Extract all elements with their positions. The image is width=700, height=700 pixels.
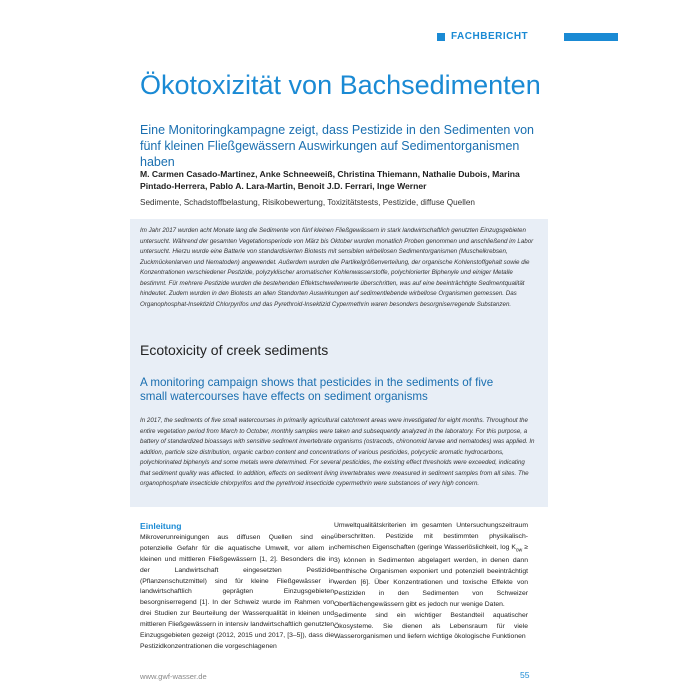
body-text-col2-b: ≥ 3) können in Sedimenten abgelagert werden, in denen dann benthische Organismen exponiert und potenziell beeinträchtigt werden [6]. Über Konzentrationen und toxische Effekte von Pestiziden in den Sedimenten von Schweizer Oberflächengewässern gibt es jedoch nur wenige Daten. [334, 543, 528, 608]
body-text-col2-p2: Sedimente sind ein wichtiger Bestandteil aquatischer Ökosysteme. Sie dienen als Lebensraum für viele Wasserorganismen und liefern wichtige ökologische Funktionen [334, 611, 528, 641]
section-marker-icon [437, 33, 445, 41]
article-subtitle: Eine Monitoringkampagne zeigt, dass Pestizide in den Sedimenten von fünf kleinen Fließgewässern Auswirkungen auf Sedimentorganismen haben [140, 123, 534, 169]
abstract-german: Im Jahr 2017 wurden acht Monate lang die Sedimente von fünf kleinen Fließgewässern in stark landwirtschaftlich genutzten Einzugsgebieten untersucht. Während der gesamten Vegetationsperiode von März bis Oktober wurden monatlich Proben genommen und anschließend im Labor untersucht. Hierzu wurde eine Batterie von standardisierten Biotests mit sensiblen wirbellosen Sedimentorganismen (Muschelkrebsen, Zuckmückenlarven und Nematoden) angewendet. Außerdem wurden die Partikelgrößenverteilung, der organische Kohlenstoffgehalt sowie die Konzentrationen verschiedener Pestizide, polyzyklischer aromatischer Kohlenwasserstoffe, polychlorierter Biphenyle und einiger Metalle bestimmt. Für mehrere Pestizide wurden die bestehenden Effektschwellenwerte überschritten, was auf eine beeinträchtigte Sedimentqualität hindeutet. Zudem wurden in den Biotests an allen Standorten Auswirkungen auf sedimentlebende wirbellose Organismen gemessen. Das Organophosphat-Insektizid Chlorpyrifos und das Pyrethroid-Insektizid Cypermethrin waren besonders besorgniserregende Substanzen. [140, 227, 534, 308]
english-heading: Ecotoxicity of creek sediments [140, 342, 329, 358]
body-column-2 [334, 521, 528, 643]
footer-url[interactable]: www.gwf-wasser.de [140, 672, 207, 681]
subscript-ow: ow [515, 547, 523, 554]
section-bar [564, 33, 618, 41]
authors: M. Carmen Casado-Martinez, Anke Schneeweiß, Christina Thiemann, Nathalie Dubois, Marina Pintado-Herrera, Pablo A. Lara-Martin, Benoit J.D. Ferrari, Inge Werner [140, 169, 520, 191]
section-label: FACHBERICHT [451, 31, 529, 42]
body-column-1 [140, 521, 334, 653]
section-heading-einleitung: Einleitung [140, 521, 182, 531]
page-number: 55 [520, 670, 530, 680]
abstract-english: In 2017, the sediments of five small watercourses in primarily agricultural catchment areas were investigated for eight months. Throughout the entire vegetation period from March to October, monthly samples were taken and subsequently analyzed in the laboratory. For this purpose, a battery of standardized bioassays with sensitive sediment invertebrate organisms (ostracods, chironomid larvae and nematodes) was applied. In addition, particle size distribution, organic carbon content and concentrations of various pesticides, polycyclic aromatic hydrocarbons, polychlorinated biphenyls and some metals were determined. For several pesticides, the existing effect thresholds were exceeded, indicating that sediment quality was affected. In addition, effects on sediment living invertebrates were measured in sediment samples from all sites. The organophosphate insecticide chlorpyrifos and the pyrethroid insecticide cypermethrin were substances of very high concern. [140, 417, 535, 487]
body-text-col1: Mikroverunreinigungen aus diffusen Quellen sind eine potenzielle Gefahr für die aquatische Umwelt, vor allem in kleinen und mittleren Fließgewässern [1, 2]. Besonders die in der Landwirtschaft eingesetzten Pestizide (Pflanzenschutzmittel) sind für kleine Fließgewässer in landwirtschaftlich geprägten Einzugsgebieten besorgniserregend [1]. In der Schweiz wurde im Rahmen von drei Studien zur Beurteilung der Wasserqualität in kleinen und mittleren Fließgewässern in intensiv landwirtschaftlich genutzten Einzugsgebieten gezeigt (2012, 2015 und 2017, [3–5]), dass die Pestizidkonzentrationen die vorgeschlagenen [140, 533, 334, 650]
section-header [437, 33, 699, 43]
english-subheading: A monitoring campaign shows that pesticides in the sediments of five small watercourses have effects on sediment organisms [140, 376, 494, 403]
body-text-col2-a: Umweltqualitätskriterien im gesamten Untersuchungszeitraum überschritten. Pestizide mit bestimmten physikalisch-chemischen Eigenschaften (geringe Wasserlöslichkeit, log K [334, 522, 528, 551]
keywords: Sedimente, Schadstoffbelastung, Risikobewertung, Toxizitätstests, Pestizide, diffuse Quellen [140, 198, 475, 207]
article-title: Ökotoxizität von Bachsedimenten [140, 70, 541, 100]
